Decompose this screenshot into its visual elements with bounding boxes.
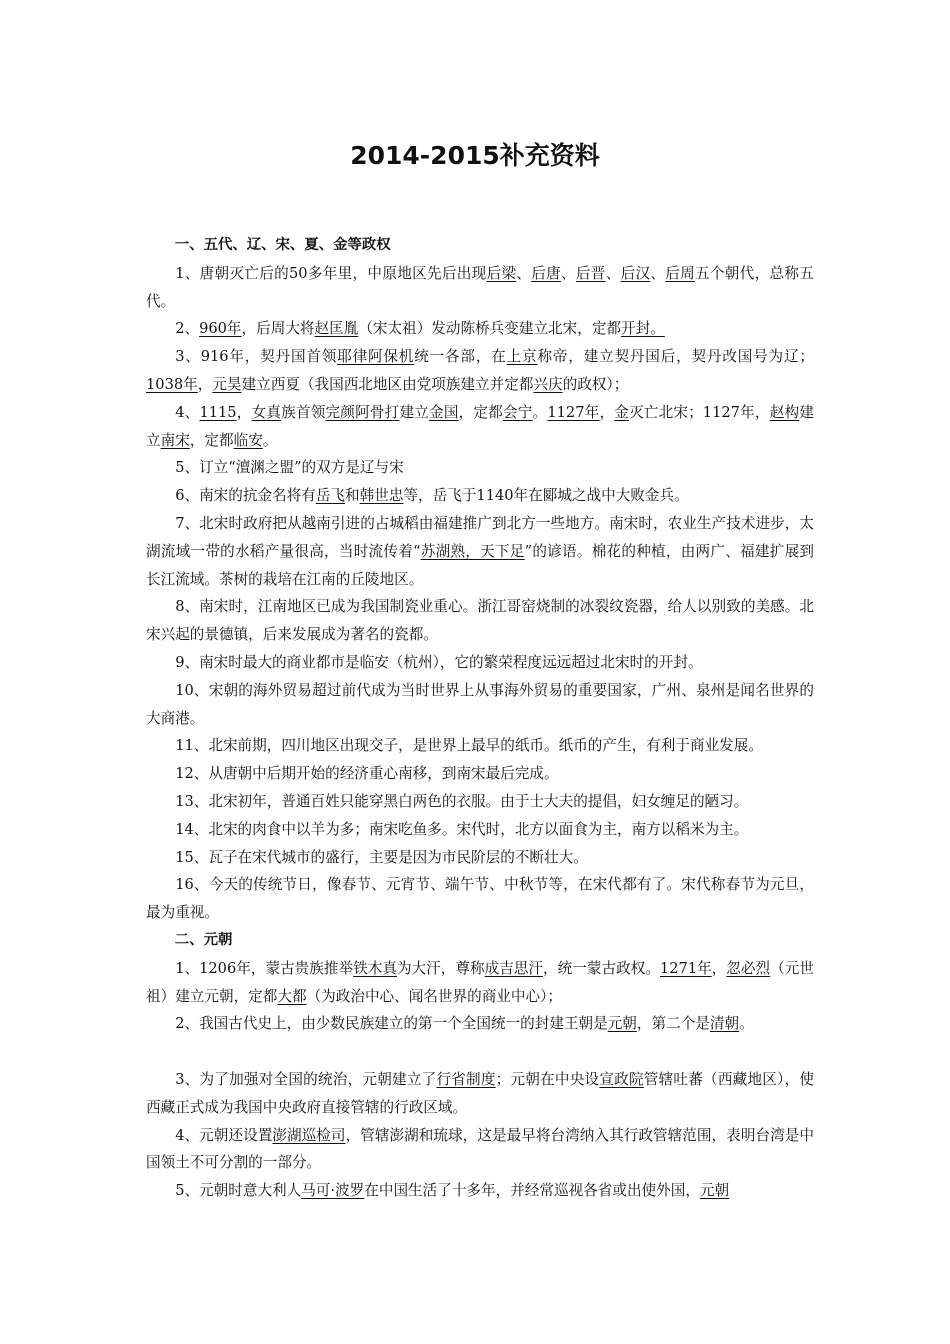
underlined-term: 金 — [614, 403, 630, 421]
paragraph — [146, 315, 814, 343]
paragraph — [146, 1177, 814, 1205]
underlined-term: 岳飞 — [315, 487, 346, 505]
text-run: （为政治中心、闻名世界的商业中心）； — [306, 987, 562, 1005]
underlined-term: 元朝 — [607, 1015, 637, 1033]
underlined-term: 元昊 — [212, 375, 242, 393]
text-run: 2、我国古代史上，由少数民族建立的第一个全国统一的封建王朝是 — [175, 1015, 608, 1033]
text-run: 7、北宋时政府把从越南引进的占城稻由福建推广到北方一些地方。南宋时，农业生产技术进步，太湖流域一带的水稻产量很高，当时流传着“ — [146, 514, 814, 560]
text-run: 族首领 — [281, 403, 326, 421]
section-heading — [146, 927, 814, 955]
paragraph — [146, 788, 814, 816]
underlined-term: 清朝 — [709, 1015, 740, 1033]
underlined-term: 赵构 — [769, 403, 800, 421]
text-run: ， — [197, 375, 213, 393]
text-run: 14、北宋的肉食中以羊为多；南宋吃鱼多。宋代时，北方以面食为主，南方以稻米为主。 — [175, 820, 749, 838]
text-run: 5、元朝时意大利人 — [175, 1182, 302, 1200]
text-run: 13、北宋初年，普通百姓只能穿黑白两色的衣服。由于士大夫的提倡，妇女缠足的陋习。 — [175, 792, 749, 810]
text-run: 和 — [345, 487, 360, 505]
text-run: 5、订立“澶渊之盟”的双方是辽与宋 — [175, 459, 404, 477]
text-run: ，统一蒙古政权。 — [543, 959, 660, 977]
text-run: 、 — [605, 264, 621, 282]
text-run: 建立 — [146, 403, 814, 449]
text-run: 、 — [561, 264, 576, 282]
blank-line — [146, 1038, 814, 1066]
text-run: 为大汗，尊称 — [396, 959, 485, 977]
underlined-term: 960年 — [199, 320, 242, 338]
text-run: 灭亡北宋；1127年， — [629, 403, 770, 421]
underlined-term: 女真 — [251, 403, 282, 421]
underlined-term: 1038年 — [146, 375, 198, 393]
paragraph — [146, 871, 814, 927]
text-run: 1、1206年，蒙古贵族推举 — [175, 959, 354, 977]
document-title: 2014-2015补充资料 — [350, 141, 600, 170]
underlined-term: 成吉思汗 — [484, 959, 544, 977]
text-run: 2、 — [175, 320, 200, 338]
underlined-term: 1271年 — [659, 959, 712, 977]
text-run: 16、今天的传统节日，像春节、元宵节、端午节、中秋节等，在宋代都有了。宋代称春节为元旦，最为重视。 — [146, 876, 814, 922]
underlined-term: 耶律阿保机 — [337, 348, 415, 366]
section-heading — [146, 232, 814, 260]
text-run: 。 — [262, 431, 278, 449]
text-run: 统一各部，在 — [414, 348, 507, 366]
text-run: 11、北宋前期，四川地区出现交子，是世界上最早的纸币。纸币的产生，有利于商业发展。 — [175, 737, 763, 755]
text-run: ， — [599, 403, 615, 421]
text-run: 在中国生活了十多年，并经常巡视各省或出使外国， — [364, 1182, 700, 1200]
text-run: ，第二个是 — [636, 1015, 710, 1033]
text-run: （宋太祖）发动陈桥兵变建立北宋，定都 — [358, 320, 622, 338]
underlined-term: 完颜阿骨打 — [325, 403, 400, 421]
text-run: 12、从唐朝中后期开始的经济重心南移，到南宋最后完成。 — [175, 765, 559, 783]
underlined-term: 苏湖熟，天下足 — [420, 542, 525, 560]
underlined-term: 开封。 — [621, 320, 665, 338]
text-run: 1、唐朝灭亡后的50多年里，中原地区先后出现 — [175, 264, 487, 282]
text-run: 、 — [516, 264, 532, 282]
underlined-term: 宣政院 — [599, 1070, 644, 1088]
paragraph — [146, 1122, 814, 1178]
underlined-term: 澎湖巡检司 — [272, 1126, 346, 1144]
underlined-term: 后周 — [665, 264, 696, 282]
underlined-term: 后晋 — [575, 264, 606, 282]
text-run: 建立西夏（我国西北地区由党项族建立并定都 — [241, 375, 534, 393]
paragraph — [146, 510, 814, 593]
text-run: ， — [236, 403, 252, 421]
text-run: 6、南宋的抗金名将有 — [175, 487, 316, 505]
paragraph — [146, 482, 814, 510]
paragraph — [146, 260, 814, 316]
underlined-term: 铁木真 — [353, 959, 397, 977]
underlined-term: 行省制度 — [436, 1070, 496, 1088]
text-run: 、 — [650, 264, 666, 282]
text-run: 称帝，建立契丹国后，契丹改国号为辽； — [537, 348, 814, 366]
text-run: 8、南宋时，江南地区已成为我国制瓷业重心。浙江哥窑烧制的冰裂纹瓷器，给人以别致的美感。北宋兴起的景德镇，后来发展成为著名的瓷都。 — [146, 598, 814, 644]
text-run: （元世祖）建立元朝，定都 — [146, 959, 814, 1005]
paragraph — [146, 732, 814, 760]
text-run: 15、瓦子在宋代城市的盛行，主要是因为市民阶层的不断壮大。 — [175, 848, 588, 866]
paragraph — [146, 1010, 814, 1038]
paragraph — [146, 593, 814, 649]
text-run: 建立 — [399, 403, 430, 421]
paragraph — [146, 760, 814, 788]
underlined-term: 韩世忠 — [359, 487, 404, 505]
underlined-term: 兴庆 — [533, 375, 563, 393]
underlined-term: 大都 — [277, 987, 307, 1005]
text-run: 五个朝代，总称五代。 — [146, 264, 814, 310]
underlined-term: 后唐 — [531, 264, 562, 282]
text-run: ；元朝在中央设 — [495, 1070, 600, 1088]
underlined-term: 金国 — [429, 403, 459, 421]
underlined-term: 上京 — [506, 348, 538, 366]
text-run: 等，岳飞于1140年在郾城之战中大败金兵。 — [403, 487, 689, 505]
paragraph — [146, 454, 814, 482]
text-run: 3、为了加强对全国的统治，元朝建立了 — [175, 1070, 437, 1088]
text-run: 4、 — [175, 403, 200, 421]
text-run: ，定都 — [189, 431, 234, 449]
underlined-term: 会宁 — [502, 403, 533, 421]
underlined-term: 后梁 — [486, 264, 517, 282]
paragraph — [146, 649, 814, 677]
underlined-term: 临安 — [233, 431, 263, 449]
document-body — [146, 232, 814, 1205]
paragraph — [146, 343, 814, 399]
underlined-term: 忽必烈 — [726, 959, 771, 977]
text-run: 的政权）； — [562, 375, 629, 393]
text-run: ，管辖澎湖和琉球，这是最早将台湾纳入其行政管辖范围，表明台湾是中国领土不可分割的一部分。 — [146, 1126, 814, 1172]
text-run: 。 — [532, 403, 548, 421]
paragraph — [146, 677, 814, 733]
paragraph — [146, 1066, 814, 1122]
text-run: 9、南宋时最大的商业都市是临安（杭州），它的繁荣程度远远超过北宋时的开封。 — [175, 653, 703, 671]
underlined-term: 1115 — [199, 403, 237, 421]
paragraph — [146, 955, 814, 1011]
text-run: 一、五代、辽、宋、夏、金等政权 — [174, 237, 391, 253]
paragraph — [146, 844, 814, 872]
text-run: 4、元朝还设置 — [175, 1126, 273, 1144]
underlined-term: 后汉 — [620, 264, 651, 282]
text-run: 二、元朝 — [174, 931, 233, 948]
text-run: 10、宋朝的海外贸易超过前代成为当时世界上从事海外贸易的重要国家，广州、泉州是闻名世界的大商港。 — [146, 681, 814, 727]
underlined-term: 元朝 — [699, 1182, 730, 1200]
text-run: ，定都 — [458, 403, 503, 421]
text-run: 管辖吐蕃（西藏地区），使西藏正式成为我国中央政府直接管辖的行政区域。 — [146, 1070, 814, 1116]
text-run: 。 — [739, 1015, 754, 1033]
paragraph — [146, 399, 814, 455]
underlined-term: 马可·波罗 — [301, 1182, 365, 1200]
text-run: ，后周大将 — [241, 320, 315, 338]
underlined-term: 赵匡胤 — [314, 320, 359, 338]
underlined-term: 南宋 — [160, 431, 190, 449]
underlined-term: 1127年 — [547, 403, 600, 421]
text-run: ， — [711, 959, 727, 977]
text-run: 3、916年，契丹国首领 — [175, 348, 338, 366]
paragraph — [146, 816, 814, 844]
text-run: ”的谚语。棉花的种植，由两广、福建扩展到长江流域。茶树的栽培在江南的丘陵地区。 — [146, 542, 814, 588]
